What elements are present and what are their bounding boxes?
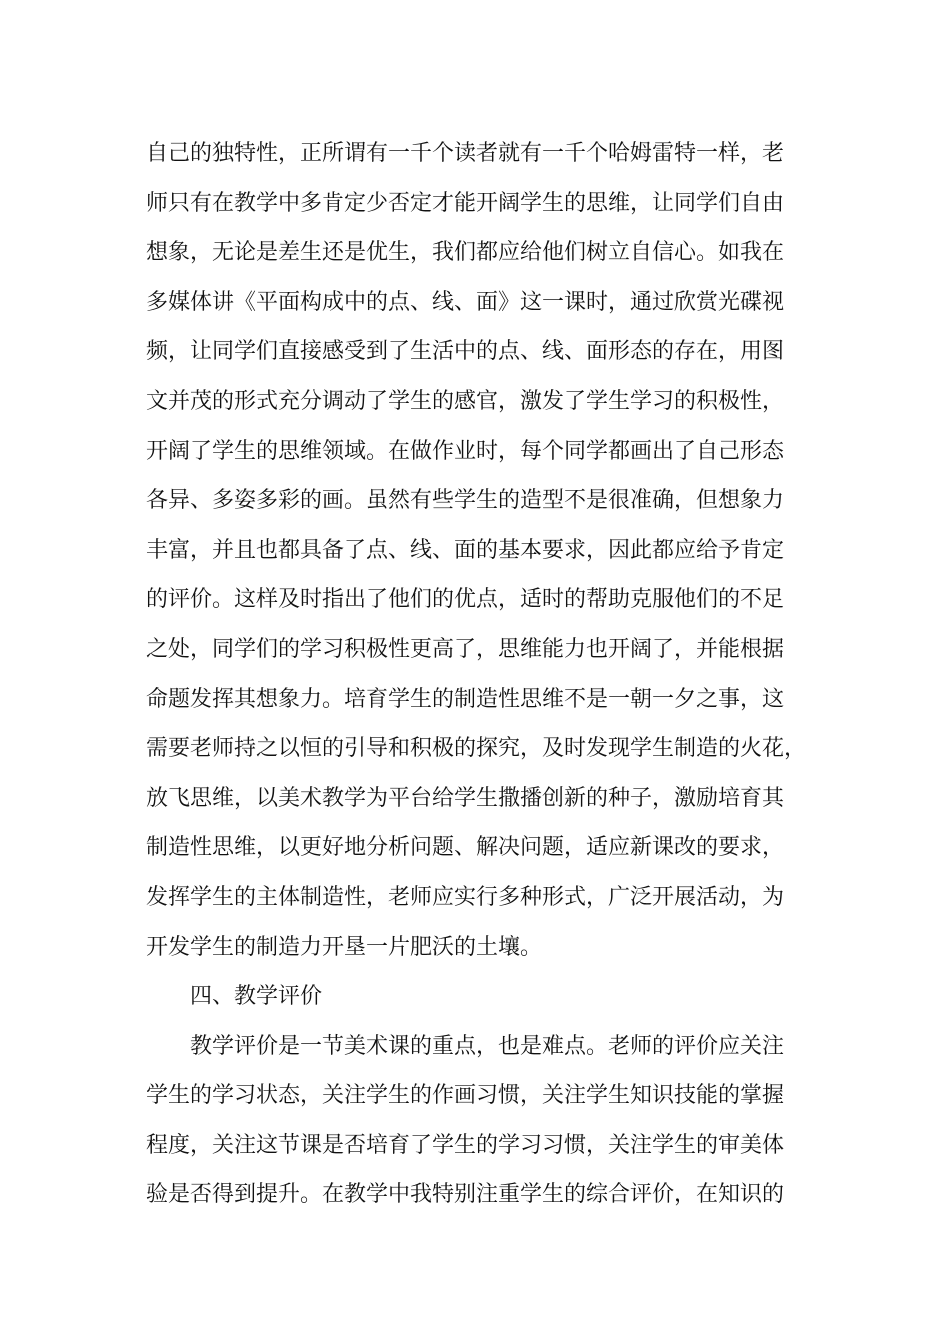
paragraph-line: 各异、多姿多彩的画。虽然有些学生的造型不是很准确，但想象力 bbox=[146, 488, 785, 514]
paragraph-line: 的评价。这样及时指出了他们的优点，适时的帮助克服他们的不足 bbox=[146, 587, 785, 613]
paragraph-line: 师只有在教学中多肯定少否定才能开阔学生的思维，让同学们自由 bbox=[146, 190, 785, 216]
paragraph-line: 制造性思维，以更好地分析问题、解决问题，适应新课改的要求， bbox=[146, 835, 785, 861]
paragraph-line: 自己的独特性，正所谓有一千个读者就有一千个哈姆雷特一样，老 bbox=[146, 141, 785, 166]
paragraph-line: 命题发挥其想象力。培育学生的制造性思维不是一朝一夕之事，这 bbox=[146, 686, 785, 712]
paragraph-line: 之处，同学们的学习积极性更高了，思维能力也开阔了，并能根据 bbox=[146, 636, 785, 662]
paragraph-line: 学生的学习状态，关注学生的作画习惯，关注学生知识技能的掌握 bbox=[146, 1083, 785, 1109]
paragraph-line: 多媒体讲《平面构成中的点、线、面》这一课时，通过欣赏光碟视 bbox=[146, 289, 785, 315]
section-heading: 四、教学评价 bbox=[190, 984, 323, 1010]
paragraph-line: 教学评价是一节美术课的重点，也是难点。老师的评价应关注 bbox=[190, 1033, 785, 1059]
paragraph-line: 频，让同学们直接感受到了生活中的点、线、面形态的存在，用图 bbox=[146, 339, 785, 365]
paragraph-line: 放飞思维，以美术教学为平台给学生撒播创新的种子，激励培育其 bbox=[146, 785, 785, 811]
paragraph-line: 发挥学生的主体制造性，老师应实行多种形式，广泛开展活动，为 bbox=[146, 884, 785, 910]
paragraph-line: 验是否得到提升。在教学中我特别注重学生的综合评价，在知识的 bbox=[146, 1182, 785, 1208]
paragraph-line: 文并茂的形式充分调动了学生的感官，激发了学生学习的积极性， bbox=[146, 388, 785, 414]
paragraph-line: 开阔了学生的思维领域。在做作业时，每个同学都画出了自己形态 bbox=[146, 438, 785, 464]
paragraph-line: 丰富，并且也都具备了点、线、面的基本要求，因此都应给予肯定 bbox=[146, 537, 785, 563]
paragraph-line: 程度，关注这节课是否培育了学生的学习习惯，关注学生的审美体 bbox=[146, 1132, 785, 1158]
paragraph-line: 想象，无论是差生还是优生，我们都应给他们树立自信心。如我在 bbox=[146, 240, 785, 266]
paragraph-line: 开发学生的制造力开垦一片肥沃的土壤。 bbox=[146, 934, 543, 960]
paragraph-line: 需要老师持之以恒的引导和积极的探究，及时发现学生制造的火花， bbox=[146, 736, 807, 762]
body-text bbox=[146, 129, 816, 1220]
